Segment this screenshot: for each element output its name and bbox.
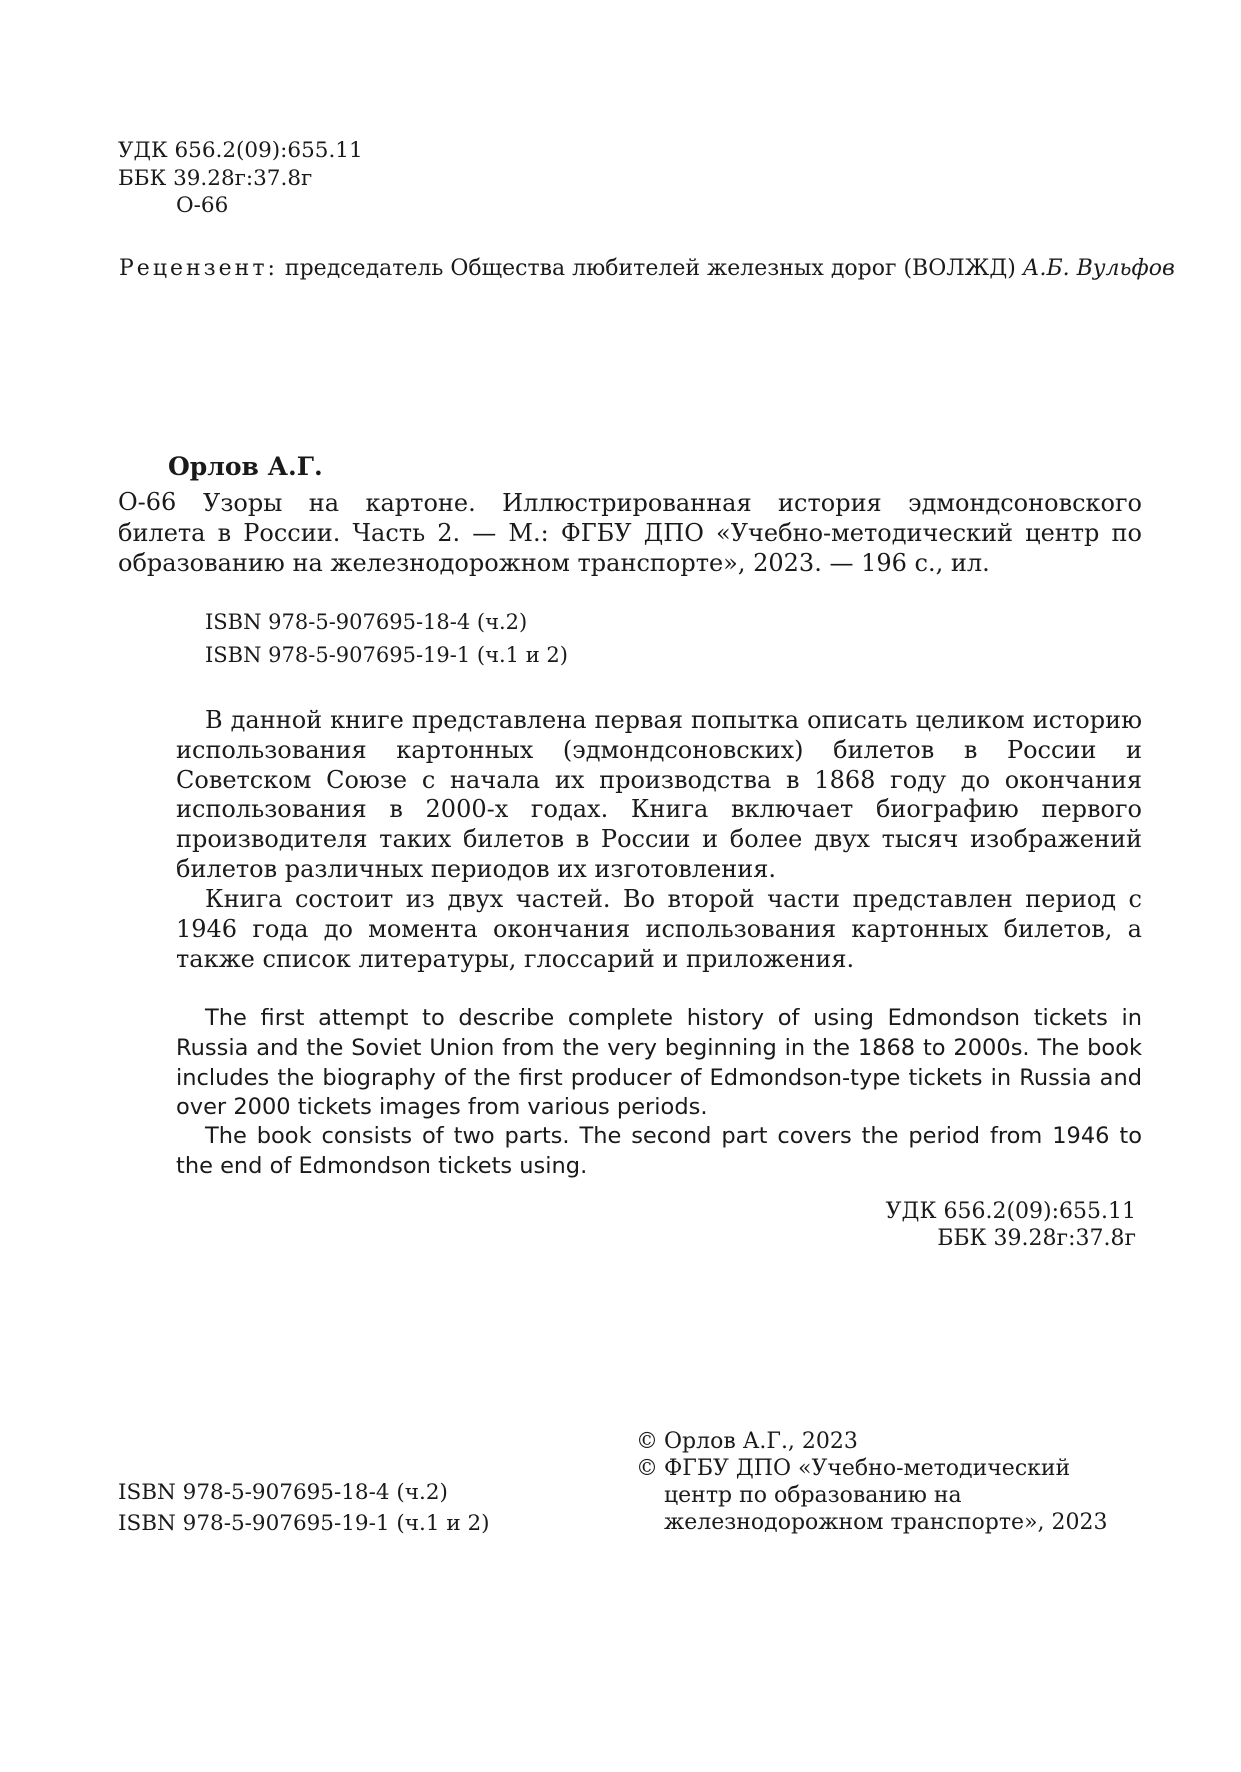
annotation-ru-paragraph-2: Книга состоит из двух частей. Во второй части представлен период с 1946 года до момента окончания использования картонных билетов, а также список литературы, глоссарий и приложения.: [176, 885, 1142, 973]
footer-isbn-2: ISBN 978-5-907695-19-1 (ч.1 и 2): [118, 1511, 490, 1536]
copyright-author-text: Орлов А.Г., 2023: [664, 1429, 858, 1454]
udk-code-right: УДК 656.2(09):655.11: [885, 1199, 1136, 1224]
bibliography-entry: Узоры на картоне. Иллюстрированная история эдмондсоновского билета в России. Часть 2. — М.: ФГБУ ДПО «Учебно-методический центр по образованию на железнодорожном транспорте», 2023. — 196 с., ил.: [118, 489, 1142, 577]
copyright-author: [636, 1428, 1144, 1455]
reviewer-label: Рецензент:: [119, 256, 278, 281]
copyright-block: [636, 1428, 1144, 1536]
reviewer-text: председатель Общества любителей железных дорог (ВОЛЖД): [284, 256, 1016, 281]
bbk-code: ББК 39.28г:37.8г: [118, 166, 313, 191]
footer-isbn-1: ISBN 978-5-907695-18-4 (ч.2): [118, 1480, 448, 1505]
bibliography-isbn-2: ISBN 978-5-907695-19-1 (ч.1 и 2): [205, 643, 568, 667]
copyright-symbol: ©: [636, 1429, 658, 1454]
annotation-en-paragraph-2: The book consists of two parts. The second part covers the period from 1946 to the end of Edmondson tickets using.: [176, 1123, 1142, 1179]
reviewer-name: А.Б. Вульфов: [1022, 256, 1175, 281]
annotation-en-paragraph-1: The first attempt to describe complete history of using Edmondson tickets in Russia and the Soviet Union from the very beginning in the 1868 to 2000s. The book includes the biography of the first producer of Edmondson-type tickets in Russia and over 2000 tickets images from various periods.: [176, 1005, 1142, 1121]
bibliography-code: О-66: [118, 488, 177, 516]
bibliography-isbn-1: ISBN 978-5-907695-18-4 (ч.2): [205, 610, 528, 634]
bibliography-author: Орлов А.Г.: [168, 452, 323, 481]
udk-code: УДК 656.2(09):655.11: [118, 138, 363, 163]
copyright-publisher: [636, 1455, 1144, 1536]
copyright-publisher-text: ФГБУ ДПО «Учебно-методический центр по образованию на железнодорожном транспорте», 2023: [664, 1456, 1108, 1535]
annotation-ru-paragraph-1: В данной книге представлена первая попытка описать целиком историю использования картонных (эдмондсоновских) билетов в России и Советском Союзе с начала их производства в 1868 году до окончания использования в 2000-х годах. Книга включает биографию первого производителя таких билетов в России и более двух тысяч изображений билетов различных периодов их изготовления.: [176, 706, 1142, 883]
author-mark: О-66: [176, 193, 229, 218]
bbk-code-right: ББК 39.28г:37.8г: [937, 1226, 1136, 1251]
copyright-symbol: ©: [636, 1456, 658, 1481]
reviewer-line: [119, 256, 1175, 281]
